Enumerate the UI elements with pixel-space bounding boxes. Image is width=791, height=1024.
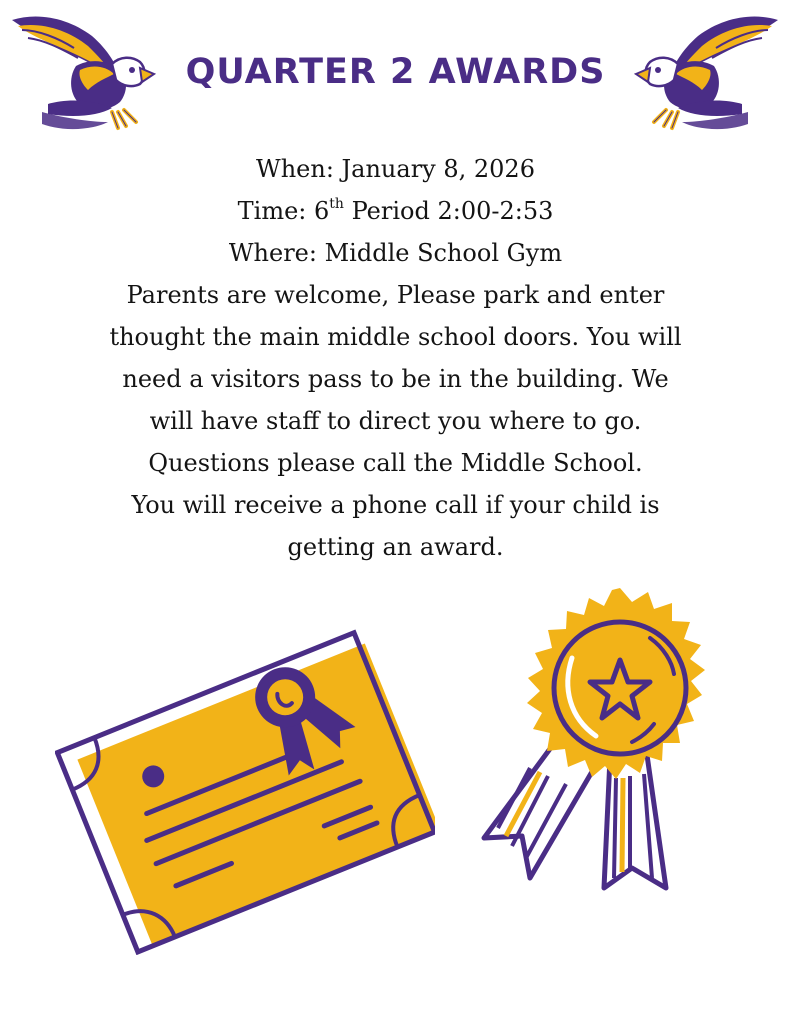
eagle-mascot-left-icon: [8, 8, 156, 136]
notice-line: getting an award.: [287, 533, 504, 561]
where-value: Middle School Gym: [324, 239, 563, 267]
when-label: When:: [256, 155, 334, 183]
page-title: QUARTER 2 AWARDS: [185, 52, 606, 92]
event-when: [40, 148, 751, 190]
eagle-mascot-right-icon: [634, 8, 782, 136]
notice-line: will have staff to direct you where to go.: [149, 407, 642, 435]
certificate-icon: [55, 625, 435, 955]
award-rosette-icon: [470, 588, 710, 898]
time-value: Period 2:00-2:53: [351, 197, 554, 225]
notice-line: Questions please call the Middle School.: [148, 449, 643, 477]
notice-line: Parents are welcome, Please park and enter: [126, 281, 665, 309]
notice-line: You will receive a phone call if your child is: [131, 491, 660, 519]
when-value: January 8, 2026: [341, 155, 535, 183]
event-details: [40, 148, 751, 568]
time-label: Time:: [237, 197, 307, 225]
notice-line: thought the main middle school doors. You will: [109, 323, 682, 351]
event-time: [40, 190, 751, 232]
time-period-suffix: th: [329, 196, 344, 212]
notice-line: need a visitors pass to be in the building. We: [122, 365, 669, 393]
event-where: [40, 232, 751, 274]
where-label: Where:: [228, 239, 317, 267]
time-period-number: 6: [314, 197, 330, 225]
